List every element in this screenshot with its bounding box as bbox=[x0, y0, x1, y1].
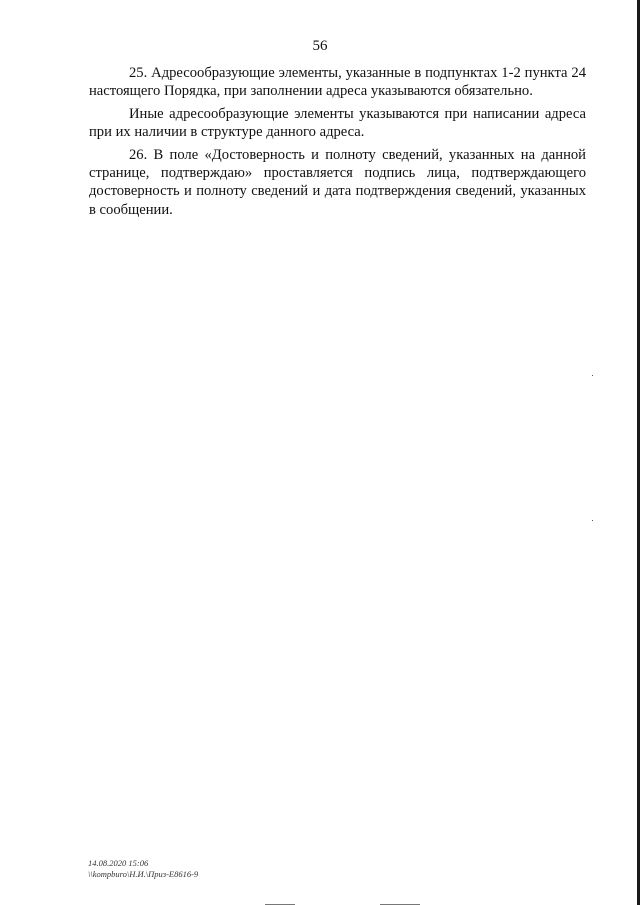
paragraph-other-elements: Иные адресообразующие элементы указываются при написании адреса при их наличии в структуре данного адреса. bbox=[89, 105, 586, 141]
page-number: 56 bbox=[312, 38, 328, 54]
paragraph-25: 25. Адресообразующие элементы, указанные в подпунктах 1-2 пункта 24 настоящего Порядка, при заполнении адреса указываются обязательно. bbox=[89, 65, 586, 100]
scan-speck bbox=[592, 520, 593, 521]
document-footer bbox=[88, 858, 198, 880]
scan-speck bbox=[592, 375, 593, 376]
footer-timestamp: 14.08.2020 15:06 bbox=[88, 858, 149, 868]
footer-file-path: \\kompburo\Н.И.\Приз-Е8616-9 bbox=[88, 869, 199, 879]
document-body bbox=[89, 64, 586, 223]
paragraph-26: 26. В поле «Достоверность и полноту сведений, указанных на данной странице, подтверждаю» проставляется подпись лица, подтверждающего достоверность и полноту сведений и дата подтверждения сведений, указанных в сообщении. bbox=[89, 146, 586, 218]
